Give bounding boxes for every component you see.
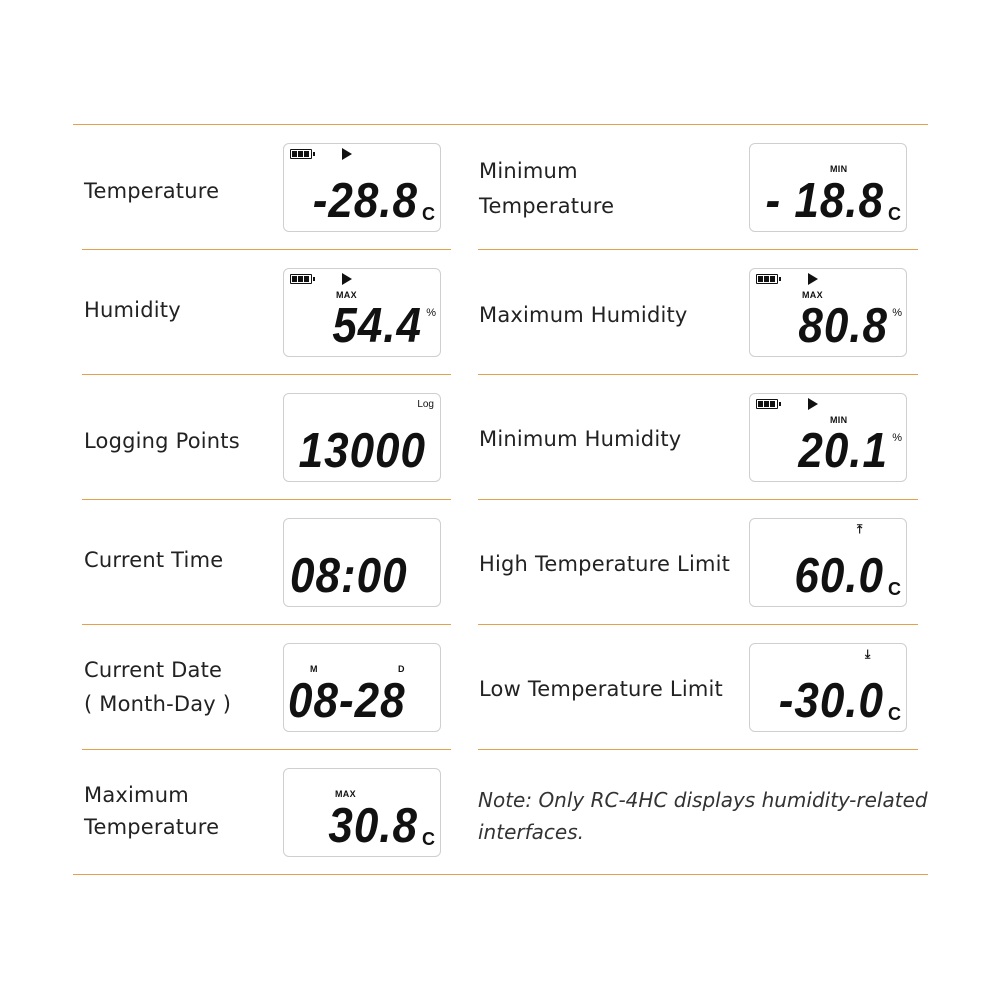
min-tag: MIN — [830, 415, 848, 425]
lcd-temperature — [283, 143, 441, 232]
lcd-value: 80.8 — [798, 298, 888, 354]
divider-right-3 — [478, 499, 918, 500]
lcd-logging-points — [283, 393, 441, 482]
lcd-value: 60.0 — [794, 548, 884, 604]
battery-icon — [290, 274, 312, 284]
lcd-value: 30.8 — [328, 798, 418, 854]
label-current-date-format: ( Month-Day ) — [84, 692, 232, 716]
lcd-value: 08-28 — [288, 673, 406, 729]
label-high-temperature-limit: High Temperature Limit — [479, 552, 731, 576]
note-text: Note: Only RC-4HC displays humidity-related interfaces. — [478, 788, 928, 844]
day-tag: D — [398, 664, 405, 674]
lcd-value: 08:00 — [290, 548, 408, 604]
lcd-current-time — [283, 518, 441, 607]
divider-left-5 — [82, 749, 451, 750]
lcd-minimum-temperature — [749, 143, 907, 232]
divider-right-4 — [478, 624, 918, 625]
label-minimum-humidity: Minimum Humidity — [479, 427, 682, 451]
battery-icon — [756, 399, 778, 409]
divider-left-4 — [82, 624, 451, 625]
month-tag: M — [310, 664, 318, 674]
label-temperature: Temperature — [84, 179, 220, 203]
max-tag: MAX — [802, 290, 823, 300]
lcd-maximum-temperature — [283, 768, 441, 857]
label-maximum-humidity: Maximum Humidity — [479, 303, 688, 327]
lcd-unit: C — [422, 829, 435, 849]
divider-right-5 — [478, 749, 918, 750]
lcd-unit: C — [888, 579, 901, 599]
lcd-maximum-humidity — [749, 268, 907, 357]
lcd-current-date — [283, 643, 441, 732]
max-tag: MAX — [335, 789, 356, 799]
lcd-unit: C — [888, 704, 901, 724]
play-icon — [342, 148, 352, 160]
lcd-value: 54.4 — [332, 298, 422, 354]
max-tag: MAX — [336, 290, 357, 300]
lcd-unit: % — [426, 307, 436, 319]
play-icon — [808, 273, 818, 285]
label-maximum-temperature: Maximum — [84, 783, 189, 807]
label-current-date: Current Date — [84, 658, 223, 682]
divider-right-2 — [478, 374, 918, 375]
label-maximum-temperature-2: Temperature — [84, 815, 220, 839]
divider-top — [73, 124, 928, 125]
lcd-value: 20.1 — [798, 423, 888, 479]
lcd-unit: C — [422, 204, 435, 224]
lcd-minimum-humidity — [749, 393, 907, 482]
high-limit-icon: ⤒ — [857, 522, 863, 536]
battery-icon — [290, 149, 312, 159]
label-logging-points: Logging Points — [84, 429, 240, 453]
divider-left-1 — [82, 249, 451, 250]
lcd-unit: % — [892, 432, 902, 444]
label-humidity: Humidity — [84, 298, 181, 322]
play-icon — [808, 398, 818, 410]
label-current-time: Current Time — [84, 548, 224, 572]
label-minimum-temperature-2: Temperature — [479, 194, 615, 218]
lcd-value: - 18.8 — [765, 173, 884, 229]
log-tag: Log — [417, 399, 434, 410]
low-limit-icon: ⤓ — [865, 647, 871, 661]
divider-right-1 — [478, 249, 918, 250]
label-minimum-temperature: Minimum — [479, 159, 578, 183]
divider-left-3 — [82, 499, 451, 500]
play-icon — [342, 273, 352, 285]
battery-icon — [756, 274, 778, 284]
lcd-value: -30.0 — [778, 673, 884, 729]
label-low-temperature-limit: Low Temperature Limit — [479, 677, 723, 701]
lcd-humidity — [283, 268, 441, 357]
min-tag: MIN — [830, 164, 848, 174]
divider-left-2 — [82, 374, 451, 375]
divider-bottom — [73, 874, 928, 875]
lcd-value: -28.8 — [312, 173, 418, 229]
lcd-value: 13000 — [298, 423, 426, 479]
lcd-high-temperature-limit — [749, 518, 907, 607]
lcd-unit: % — [892, 307, 902, 319]
lcd-unit: C — [888, 204, 901, 224]
lcd-low-temperature-limit — [749, 643, 907, 732]
